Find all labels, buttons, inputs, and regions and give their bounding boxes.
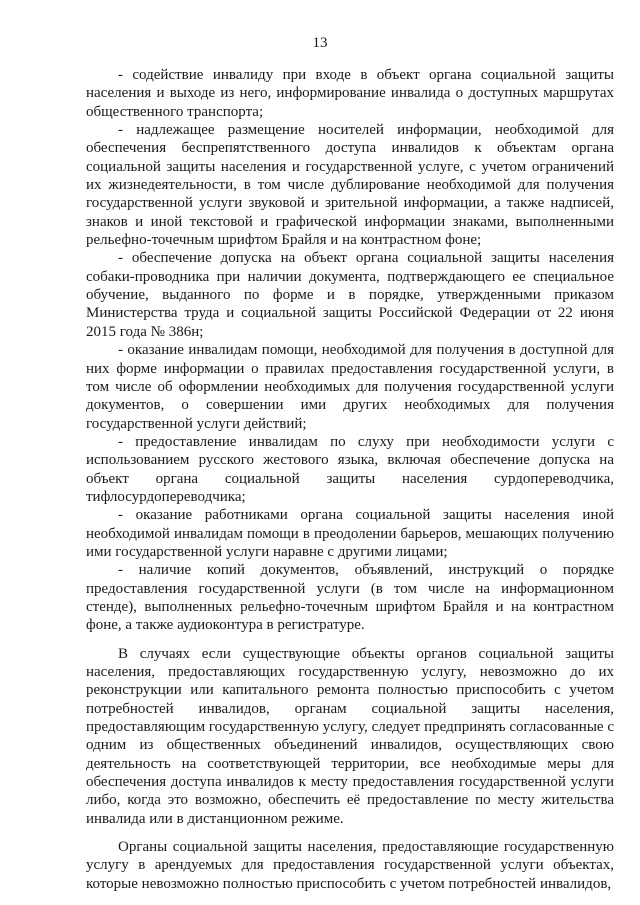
paragraph-assistance-information: - оказание инвалидам помощи, необходимой для получения в доступной для них форме информации о правилах предоставления государственной услуги, в том числе об оформлении необходимых для получения государственной услуги документов, о совершении ими других необходимых для получения государственной услуги действий;: [86, 342, 614, 432]
paragraph-sign-language: - предоставление инвалидам по слуху при необходимости услуги с использованием русского жестового языка, включая обеспечение допуска на объект органа социальной защиты населения сурдопереводчика, тифлосурдопереводчика;: [86, 433, 614, 505]
paragraph-staff-assistance: - оказание работниками органа социальной защиты населения иной необходимой инвалидам помощи в преодолении барьеров, мешающих получению ими государственной услуги наравне с другими лицами;: [86, 507, 614, 560]
paragraph-entrance-assistance: - содействие инвалиду при входе в объект органа социальной защиты населения и выходе из него, информирование инвалида о доступных маршрутах общественного транспорта;: [86, 67, 614, 120]
page-number: 13: [312, 35, 328, 51]
paragraph-rented-objects: Органы социальной защиты населения, предоставляющие государственную услугу в арендуемых для предоставления государственной услуги объектах, которые невозможно полностью приспособить с учетом потребностей инвалидов,: [86, 839, 614, 892]
paragraph-braille-documents: - наличие копий документов, объявлений, инструкций о порядке предоставления государственной услуги (в том числе на информационном стенде), выполненных рельефно-точечным шрифтом Брайля и на контрастном фоне, а также аудиоконтура в регистратуре.: [86, 562, 614, 634]
document-body: [86, 66, 614, 893]
paragraph-guide-dog-access: - обеспечение допуска на объект органа социальной защиты населения собаки-проводника при наличии документа, подтверждающего ее специальное обучение, выданного по форме и в порядке, утвержденными приказом Министерства труда и социальной защиты Российской Федерации от 22 июня 2015 года № 386н;: [86, 250, 614, 340]
paragraph-inaccessible-objects: В случаях если существующие объекты органов социальной защиты населения, предоставляющих государственную услугу, невозможно до их реконструкции или капитального ремонта полностью приспособить с учетом потребностей инвалидов, органам социальной защиты населения, предоставляющим государственную услугу, следует предпринять согласованные с одним из общественных объединений инвалидов, осуществляющих свою деятельность на соответствующей территории, все необходимые меры для обеспечения доступа инвалидов к месту предоставления государственной услуги либо, когда это возможно, обеспечить её предоставление по месту жительства инвалида или в дистанционном режиме.: [86, 645, 614, 827]
paragraph-information-placement: - надлежащее размещение носителей информации, необходимой для обеспечения беспрепятственного доступа инвалидов к объектам органа социальной защиты населения и государственной услуге, с учетом ограничений их жизнедеятельности, в том числе дублирование необходимой для получения государственной услуги звуковой и зрительной информации, а также надписей, знаков и иной текстовой и графической информации знаками, выполненными рельефно-точечным шрифтом Брайля и на контрастном фоне;: [86, 122, 614, 249]
